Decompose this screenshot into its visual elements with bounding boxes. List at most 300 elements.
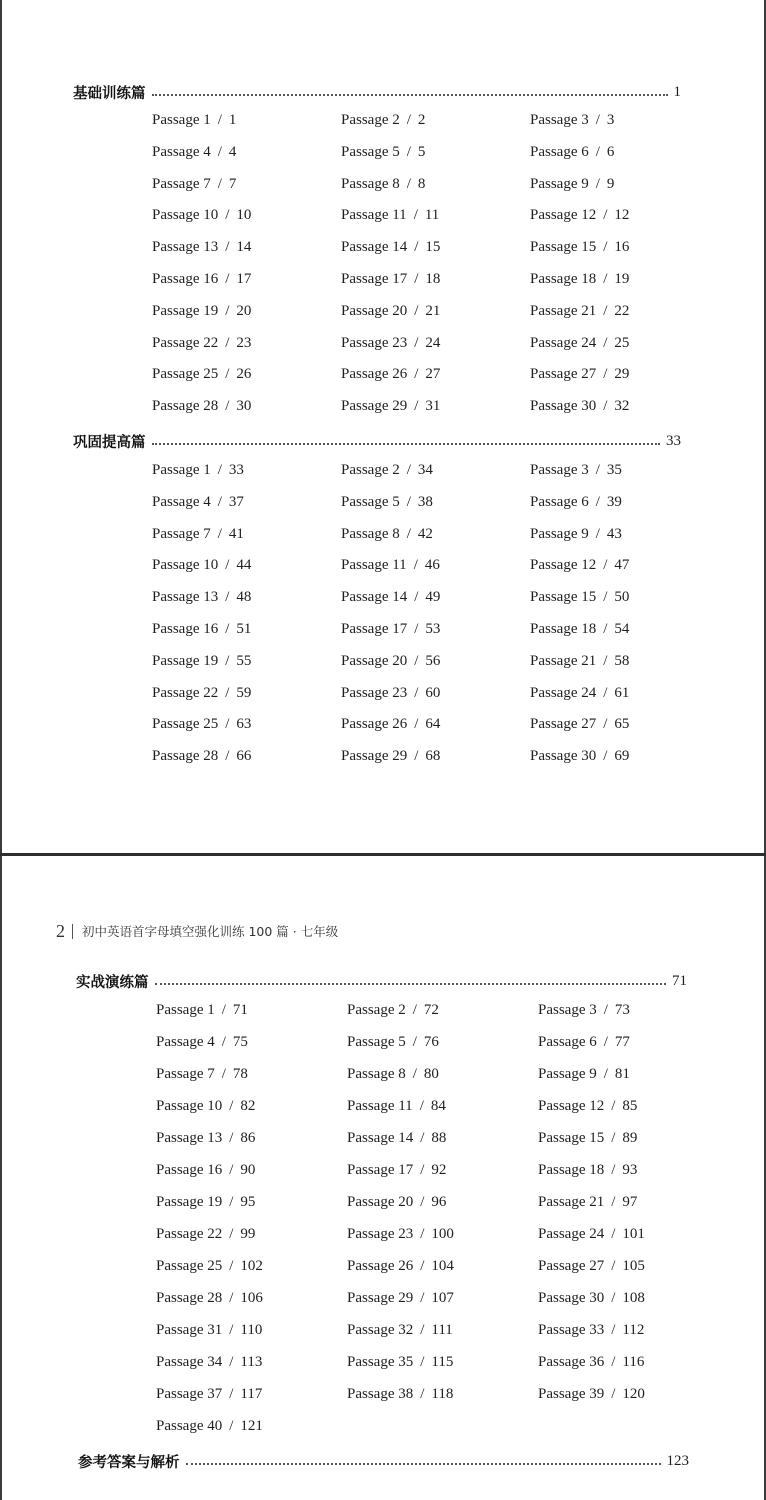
toc-entry[interactable] — [538, 1290, 645, 1307]
toc-entry[interactable] — [156, 1034, 248, 1051]
toc-entry[interactable] — [156, 1386, 262, 1403]
toc-entry[interactable] — [152, 144, 236, 161]
entry-separator: / — [225, 557, 230, 574]
toc-entry[interactable] — [530, 748, 629, 765]
entry-page-number: 2 — [417, 112, 426, 128]
toc-entry[interactable] — [347, 1162, 446, 1179]
toc-entry[interactable] — [152, 494, 244, 511]
entry-page-number: 25 — [614, 334, 630, 351]
entry-page-number: 77 — [614, 1034, 630, 1050]
entry-label: Passage 12 — [530, 557, 597, 574]
entry-page-number: 18 — [425, 271, 441, 287]
entry-separator: / — [225, 302, 230, 319]
entry-page-number: 76 — [423, 1034, 439, 1050]
toc-entry[interactable] — [530, 335, 629, 352]
toc-entry[interactable] — [538, 1066, 630, 1083]
entry-page-number: 8 — [417, 175, 426, 192]
entry-separator: / — [603, 271, 608, 287]
toc-entry[interactable] — [152, 462, 244, 479]
entry-page-number: 48 — [236, 589, 252, 606]
entry-separator: / — [229, 1162, 234, 1178]
entry-page-number: 80 — [423, 1066, 439, 1082]
entry-label: Passage 26 — [341, 366, 408, 383]
entry-label: Passage 21 — [530, 302, 597, 319]
entry-label: Passage 40 — [156, 1418, 223, 1434]
entry-separator: / — [611, 1354, 616, 1370]
toc-entry[interactable] — [347, 1002, 439, 1019]
entry-separator: / — [419, 1098, 424, 1114]
toc-entry[interactable] — [538, 1226, 645, 1243]
entry-page-number: 21 — [425, 302, 441, 319]
toc-entry[interactable] — [538, 1258, 645, 1275]
entry-label: Passage 1 — [152, 112, 211, 128]
entry-separator: / — [225, 334, 230, 351]
entry-separator: / — [603, 652, 608, 669]
toc-entry[interactable] — [156, 1354, 262, 1371]
toc-entry[interactable] — [152, 653, 251, 670]
toc-entry[interactable] — [341, 462, 433, 479]
entry-separator: / — [414, 716, 419, 733]
entry-separator: / — [611, 1258, 616, 1274]
entry-label: Passage 17 — [347, 1162, 414, 1178]
entry-label: Passage 10 — [152, 207, 219, 224]
toc-entry[interactable] — [347, 1290, 454, 1307]
entry-separator: / — [414, 748, 419, 765]
entry-separator: / — [603, 207, 608, 224]
toc-entry[interactable] — [156, 1162, 255, 1179]
toc-entry[interactable] — [341, 366, 440, 383]
entry-page-number: 64 — [425, 716, 441, 733]
entry-label: Passage 21 — [538, 1194, 605, 1210]
entry-label: Passage 6 — [538, 1034, 597, 1050]
entry-label: Passage 32 — [347, 1322, 414, 1338]
entry-label: Passage 36 — [538, 1354, 605, 1370]
toc-entry[interactable] — [341, 526, 433, 543]
entry-page-number: 19 — [614, 271, 630, 287]
toc-entry[interactable] — [341, 144, 425, 161]
section-title: 实战演练篇 — [76, 974, 149, 991]
entry-page-number: 71 — [232, 1002, 248, 1018]
toc-entry[interactable] — [152, 176, 236, 193]
entry-separator: / — [229, 1130, 234, 1146]
toc-entry[interactable] — [341, 589, 440, 606]
entry-label: Passage 28 — [152, 748, 219, 765]
toc-entry[interactable] — [530, 271, 629, 288]
toc-entry[interactable] — [341, 239, 440, 256]
entry-separator: / — [603, 398, 608, 415]
entry-label: Passage 33 — [538, 1322, 605, 1338]
toc-entry[interactable] — [347, 1322, 453, 1339]
dot-leader — [152, 94, 668, 96]
toc-entry[interactable] — [530, 494, 622, 511]
toc-entry[interactable] — [341, 716, 440, 733]
entry-label: Passage 13 — [152, 589, 219, 606]
toc-entry[interactable] — [530, 303, 629, 320]
entry-page-number: 100 — [431, 1226, 454, 1242]
entry-page-number: 49 — [425, 589, 441, 606]
toc-entry[interactable] — [538, 1098, 637, 1115]
toc-entry[interactable] — [156, 1002, 248, 1019]
section-heading[interactable] — [73, 79, 681, 105]
entry-separator: / — [225, 239, 230, 256]
toc-entry[interactable] — [341, 748, 440, 765]
toc-entry[interactable] — [156, 1130, 255, 1147]
toc-entry[interactable] — [156, 1194, 255, 1211]
toc-entry[interactable] — [538, 1162, 637, 1179]
section-heading[interactable] — [76, 968, 687, 994]
entry-label: Passage 21 — [530, 652, 597, 669]
toc-entry[interactable] — [538, 1322, 644, 1339]
toc-entry[interactable] — [530, 621, 629, 638]
entry-label: Passage 29 — [347, 1290, 414, 1306]
entry-label: Passage 31 — [156, 1322, 223, 1338]
entry-separator: / — [217, 143, 222, 160]
entry-label: Passage 34 — [156, 1354, 223, 1370]
toc-entry[interactable] — [152, 748, 251, 765]
entry-page-number: 112 — [622, 1322, 645, 1338]
toc-entry[interactable] — [347, 1226, 454, 1243]
toc-entry[interactable] — [530, 716, 629, 733]
toc-entry[interactable] — [538, 1130, 637, 1147]
entry-separator: / — [412, 1034, 417, 1050]
entry-separator: / — [603, 1066, 608, 1082]
entry-separator: / — [414, 302, 419, 319]
entry-label: Passage 23 — [347, 1226, 414, 1242]
toc-entry[interactable] — [530, 176, 614, 193]
entry-separator: / — [406, 493, 411, 510]
entry-label: Passage 28 — [156, 1290, 223, 1306]
toc-entry[interactable] — [152, 526, 244, 543]
entry-page-number: 53 — [425, 621, 441, 637]
entry-label: Passage 10 — [152, 557, 219, 574]
entry-page-number: 108 — [622, 1290, 645, 1306]
entry-label: Passage 18 — [530, 271, 597, 287]
toc-entry[interactable] — [530, 653, 629, 670]
toc-entry[interactable] — [347, 1034, 439, 1051]
entry-separator: / — [414, 684, 419, 701]
toc-entry[interactable] — [341, 303, 440, 320]
entry-separator: / — [225, 652, 230, 669]
entry-label: Passage 19 — [152, 652, 219, 669]
toc-entry[interactable] — [530, 144, 614, 161]
entry-label: Passage 14 — [347, 1130, 414, 1146]
entry-label: Passage 4 — [156, 1034, 215, 1050]
toc-entry[interactable] — [341, 621, 440, 638]
toc-entry[interactable] — [152, 589, 251, 606]
toc-entry[interactable] — [341, 271, 440, 288]
entry-separator: / — [225, 716, 230, 733]
entry-label: Passage 11 — [341, 207, 407, 224]
entry-page-number: 90 — [240, 1162, 256, 1178]
section-title: 巩固提高篇 — [73, 434, 146, 451]
entry-label: Passage 6 — [530, 493, 589, 510]
entry-page-number: 93 — [622, 1162, 638, 1178]
toc-entry[interactable] — [530, 398, 629, 415]
entry-label: Passage 2 — [341, 462, 400, 478]
toc-entry[interactable] — [341, 112, 425, 129]
toc-entry[interactable] — [530, 112, 614, 129]
toc-entry[interactable] — [341, 176, 425, 193]
entry-separator: / — [611, 1098, 616, 1114]
toc-entry[interactable] — [156, 1290, 263, 1307]
section-page-number: 123 — [666, 1452, 689, 1469]
entry-separator: / — [414, 589, 419, 606]
entry-label: Passage 26 — [347, 1258, 414, 1274]
toc-entry[interactable] — [152, 112, 236, 129]
entry-label: Passage 13 — [152, 239, 219, 256]
entry-separator: / — [414, 366, 419, 383]
entry-label: Passage 1 — [152, 462, 211, 478]
entry-label: Passage 27 — [530, 716, 597, 733]
entry-label: Passage 19 — [156, 1194, 223, 1210]
toc-entry[interactable] — [156, 1098, 255, 1115]
entry-page-number: 3 — [606, 112, 615, 128]
entry-label: Passage 7 — [156, 1066, 215, 1082]
entry-separator: / — [412, 1066, 417, 1082]
entry-page-number: 106 — [240, 1290, 263, 1306]
toc-entry[interactable] — [156, 1226, 255, 1243]
entry-separator: / — [595, 462, 600, 478]
entry-page-number: 37 — [228, 493, 244, 510]
entry-separator: / — [611, 1130, 616, 1146]
entry-page-number: 56 — [425, 652, 441, 669]
toc-entry[interactable] — [530, 366, 629, 383]
toc-entry[interactable] — [156, 1418, 263, 1435]
entry-label: Passage 29 — [341, 748, 408, 765]
toc-entry[interactable] — [341, 207, 439, 224]
entry-page-number: 30 — [236, 398, 252, 415]
entry-label: Passage 2 — [341, 112, 400, 128]
entry-label: Passage 7 — [152, 175, 211, 192]
section-page-number: 33 — [666, 432, 681, 449]
entry-page-number: 7 — [228, 175, 237, 192]
entry-separator: / — [611, 1386, 616, 1402]
entry-page-number: 82 — [240, 1098, 256, 1114]
toc-entry[interactable] — [530, 685, 629, 702]
entry-separator: / — [603, 239, 608, 256]
entry-separator: / — [603, 557, 608, 574]
entry-page-number: 15 — [425, 239, 441, 256]
entry-page-number: 42 — [417, 525, 433, 542]
dot-leader — [186, 1463, 661, 1465]
toc-entry[interactable] — [530, 589, 629, 606]
entry-separator: / — [229, 1194, 234, 1210]
entry-separator: / — [217, 525, 222, 542]
entry-page-number: 95 — [240, 1194, 256, 1210]
entry-page-number: 54 — [614, 621, 630, 637]
entry-page-number: 31 — [425, 398, 441, 415]
running-head — [56, 920, 338, 942]
entry-page-number: 43 — [606, 525, 622, 542]
toc-entry[interactable] — [341, 557, 440, 574]
entry-separator: / — [221, 1066, 226, 1082]
entry-separator: / — [603, 1034, 608, 1050]
entry-label: Passage 30 — [530, 398, 597, 415]
entry-separator: / — [225, 271, 230, 287]
toc-entry[interactable] — [347, 1194, 446, 1211]
entry-separator: / — [595, 175, 600, 192]
entry-page-number: 29 — [614, 366, 630, 383]
entry-page-number: 68 — [425, 748, 441, 765]
section-title: 基础训练篇 — [73, 85, 146, 102]
entry-page-number: 33 — [228, 462, 244, 478]
section-heading[interactable] — [73, 428, 681, 454]
entry-label: Passage 11 — [347, 1098, 413, 1114]
entry-label: Passage 29 — [341, 398, 408, 415]
toc-entry[interactable] — [156, 1066, 248, 1083]
entry-separator: / — [595, 525, 600, 542]
toc-entry[interactable] — [341, 653, 440, 670]
entry-label: Passage 22 — [152, 334, 219, 351]
toc-entry[interactable] — [341, 398, 440, 415]
entry-label: Passage 8 — [341, 525, 400, 542]
entry-separator: / — [221, 1034, 226, 1050]
toc-entry[interactable] — [152, 398, 251, 415]
toc-entry[interactable] — [152, 366, 251, 383]
entry-separator: / — [603, 334, 608, 351]
toc-entry[interactable] — [152, 685, 251, 702]
entry-page-number: 102 — [240, 1258, 263, 1274]
entry-label: Passage 15 — [530, 239, 597, 256]
toc-entry[interactable] — [341, 494, 433, 511]
entry-page-number: 84 — [430, 1098, 446, 1114]
entry-label: Passage 23 — [341, 334, 408, 351]
toc-entry[interactable] — [341, 685, 440, 702]
toc-entry[interactable] — [530, 207, 629, 224]
toc-entry[interactable] — [152, 239, 251, 256]
entry-separator: / — [413, 207, 418, 224]
toc-entry[interactable] — [152, 557, 251, 574]
entry-separator: / — [595, 112, 600, 128]
entry-label: Passage 13 — [156, 1130, 223, 1146]
entry-separator: / — [225, 748, 230, 765]
toc-entry[interactable] — [152, 716, 251, 733]
toc-entry[interactable] — [347, 1386, 453, 1403]
entry-separator: / — [414, 239, 419, 256]
entry-label: Passage 28 — [152, 398, 219, 415]
entry-page-number: 99 — [240, 1226, 256, 1242]
toc-entry[interactable] — [347, 1098, 446, 1115]
entry-label: Passage 16 — [156, 1162, 223, 1178]
entry-separator: / — [406, 143, 411, 160]
entry-label: Passage 16 — [152, 271, 219, 287]
toc-entry[interactable] — [347, 1066, 439, 1083]
toc-entry[interactable] — [530, 462, 622, 479]
entry-label: Passage 4 — [152, 143, 211, 160]
entry-separator: / — [420, 1322, 425, 1338]
section-heading[interactable] — [78, 1448, 689, 1474]
toc-entry[interactable] — [538, 1386, 645, 1403]
toc-entry[interactable] — [538, 1194, 637, 1211]
entry-separator: / — [420, 1194, 425, 1210]
entry-page-number: 81 — [614, 1066, 630, 1082]
entry-page-number: 89 — [622, 1130, 638, 1146]
entry-label: Passage 1 — [156, 1002, 215, 1018]
entry-page-number: 59 — [236, 684, 252, 701]
entry-separator: / — [611, 1194, 616, 1210]
entry-page-number: 63 — [236, 716, 252, 733]
entry-label: Passage 3 — [530, 112, 589, 128]
section-title: 参考答案与解析 — [78, 1454, 180, 1471]
entry-page-number: 12 — [614, 207, 630, 224]
entry-separator: / — [221, 1002, 226, 1018]
toc-entry[interactable] — [152, 271, 251, 288]
entry-label: Passage 20 — [341, 302, 408, 319]
entry-page-number: 16 — [614, 239, 630, 256]
entry-page-number: 24 — [425, 334, 441, 351]
entry-page-number: 22 — [614, 302, 630, 319]
entry-label: Passage 15 — [538, 1130, 605, 1146]
toc-entry[interactable] — [530, 557, 629, 574]
toc-entry[interactable] — [347, 1354, 453, 1371]
entry-page-number: 69 — [614, 748, 630, 765]
entry-page-number: 50 — [614, 589, 630, 606]
entry-separator: / — [611, 1322, 616, 1338]
toc-entry[interactable] — [152, 621, 251, 638]
toc-entry[interactable] — [530, 239, 629, 256]
entry-label: Passage 37 — [156, 1386, 223, 1402]
toc-entry[interactable] — [152, 335, 251, 352]
entry-label: Passage 5 — [341, 493, 400, 510]
entry-separator: / — [406, 462, 411, 478]
entry-label: Passage 20 — [341, 652, 408, 669]
toc-entry[interactable] — [538, 1002, 630, 1019]
entry-separator: / — [414, 334, 419, 351]
entry-separator: / — [412, 1002, 417, 1018]
toc-entry[interactable] — [538, 1354, 644, 1371]
dot-leader — [152, 443, 661, 445]
entry-page-number: 11 — [424, 207, 440, 224]
entry-page-number: 47 — [614, 557, 630, 574]
entry-page-number: 58 — [614, 652, 630, 669]
entry-separator: / — [413, 557, 418, 574]
toc-entry[interactable] — [347, 1258, 454, 1275]
entry-page-number: 46 — [424, 557, 440, 574]
entry-page-number: 78 — [232, 1066, 248, 1082]
entry-page-number: 117 — [240, 1386, 263, 1402]
entry-label: Passage 9 — [538, 1066, 597, 1082]
entry-label: Passage 25 — [152, 366, 219, 383]
entry-page-number: 1 — [228, 112, 237, 128]
toc-entry[interactable] — [152, 207, 251, 224]
running-head-page-number: 2 — [56, 920, 65, 941]
entry-page-number: 72 — [423, 1002, 439, 1018]
entry-separator: / — [603, 621, 608, 637]
entry-label: Passage 3 — [538, 1002, 597, 1018]
entry-label: Passage 10 — [156, 1098, 223, 1114]
toc-entry[interactable] — [530, 526, 622, 543]
entry-separator: / — [603, 302, 608, 319]
entry-separator: / — [603, 748, 608, 765]
toc-entry[interactable] — [347, 1130, 446, 1147]
entry-separator: / — [603, 589, 608, 606]
toc-entry[interactable] — [538, 1034, 630, 1051]
entry-page-number: 9 — [606, 175, 615, 192]
toc-entry[interactable] — [156, 1322, 262, 1339]
entry-label: Passage 22 — [152, 684, 219, 701]
entry-page-number: 75 — [232, 1034, 248, 1050]
toc-entry[interactable] — [341, 335, 440, 352]
entry-separator: / — [225, 366, 230, 383]
entry-label: Passage 6 — [530, 143, 589, 160]
entry-separator: / — [406, 175, 411, 192]
entry-page-number: 10 — [236, 207, 252, 224]
toc-entry[interactable] — [152, 303, 251, 320]
section-page-number: 71 — [672, 972, 687, 989]
entry-separator: / — [225, 684, 230, 701]
entry-separator: / — [420, 1290, 425, 1306]
toc-entry[interactable] — [156, 1258, 263, 1275]
